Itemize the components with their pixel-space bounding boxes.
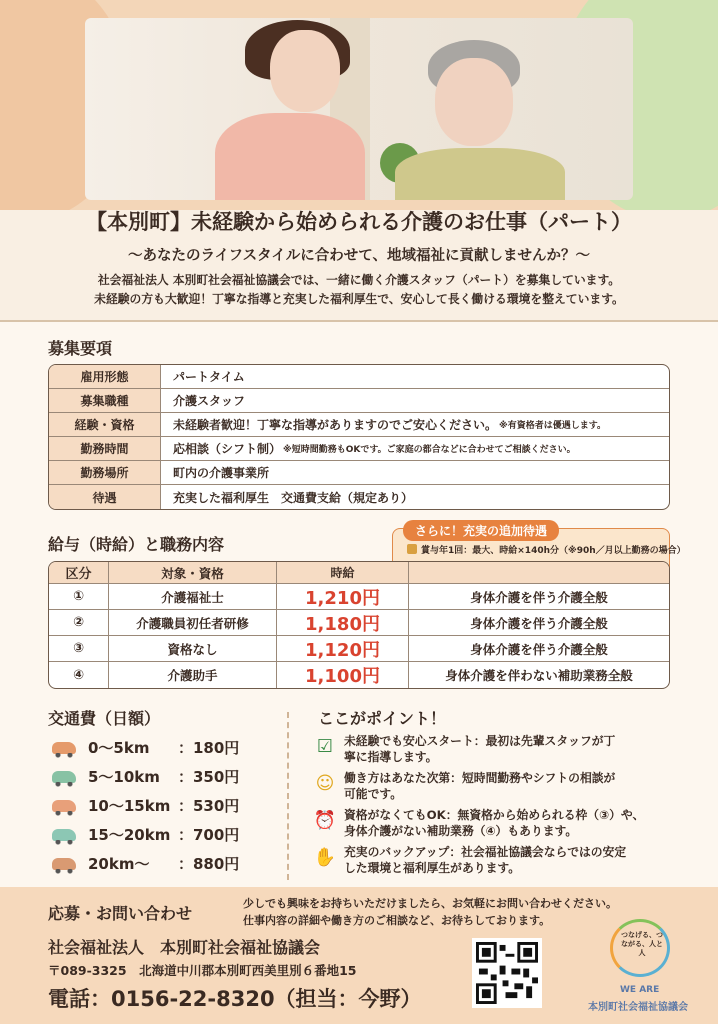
point-text (344, 807, 644, 839)
row-label: 勤務時間 (49, 437, 161, 460)
apply-line: 仕事内容の詳細や働き方のご相談など、お待ちしております。 (243, 914, 551, 927)
extra-benefits-badge: さらに！充実の追加待遇 (403, 520, 559, 541)
row-value-text: 介護スタッフ (173, 394, 246, 408)
row-label: 雇用形態 (49, 365, 161, 388)
transport-heading: 交通費（日額） (48, 709, 161, 728)
point-line: 充実のバックアップ：社会福祉協議会ならではの安定 (344, 845, 627, 859)
table-row (49, 485, 669, 509)
row-note: ※有資格者は優遇します。 (499, 421, 607, 431)
transport-list (52, 733, 272, 878)
point-line: 可能です。 (344, 787, 403, 801)
checkbox-icon: ☑ (316, 735, 334, 757)
point-text (344, 770, 615, 802)
row-duty: 身体介護を伴う介護全般 (470, 589, 608, 605)
car-icon (52, 800, 76, 812)
organization-logo (590, 913, 708, 1017)
money-bag-icon (407, 544, 417, 554)
row-number: ③ (49, 636, 109, 661)
distance: 15～20km (88, 826, 171, 844)
row-value (161, 365, 245, 388)
page-subtitle: ～あなたのライフスタイルに合わせて、地域福祉に貢献しませんか？～ (128, 248, 590, 264)
distance: 5～10km (88, 768, 160, 786)
distance: 10～15km (88, 797, 171, 815)
intro-line: 社会福祉法人 本別町社会福祉協議会では、一緒に働く介護スタッフ（パート）を募集しています。 (97, 273, 621, 287)
row-label: 経験・資格 (49, 413, 161, 436)
header-cell (409, 562, 669, 583)
amount: ：350円 (178, 768, 240, 786)
row-duty: 身体介護を伴わない補助業務全般 (445, 668, 633, 683)
apply-heading: 応募・お問い合わせ (48, 904, 193, 923)
point-line: 身体介護がない補助業務（④）もあります。 (344, 824, 578, 838)
row-note: ※短時間勤務もOKです。ご家庭の都合などに合わせてご相談ください。 (283, 445, 576, 455)
distance: 0～5km (88, 739, 150, 757)
row-target: 介護助手 (109, 662, 277, 688)
table-row (49, 610, 669, 636)
row-duty: 身体介護を伴う介護全般 (470, 615, 608, 631)
table-row (49, 437, 669, 461)
logo-tagline: つなげる、つながる、人と人 (621, 931, 663, 957)
alarm-clock-icon: ⏰ (313, 809, 337, 831)
car-icon (52, 742, 76, 754)
table-row (49, 662, 669, 688)
hero-photo (85, 18, 633, 200)
apply-text (243, 895, 617, 929)
list-item (52, 849, 272, 878)
distance: 20km～ (88, 855, 150, 873)
header-cell: 時給 (277, 562, 409, 583)
car-icon (52, 858, 76, 870)
list-item (52, 791, 272, 820)
row-target: 介護職員初任者研修 (109, 610, 277, 635)
qr-code-icon (476, 942, 538, 1004)
list-item (52, 820, 272, 849)
car-icon (52, 829, 76, 841)
row-number: ② (49, 610, 109, 635)
row-value (161, 437, 576, 460)
requirements-table (48, 364, 670, 510)
intro-line: 未経験の方も大歓迎！丁寧な指導と充実した福利厚生で、安心して長く働ける環境を整えています。 (94, 292, 624, 306)
table-row (49, 636, 669, 662)
list-item (52, 733, 272, 762)
header-cell: 区分 (49, 562, 109, 583)
point-text (344, 844, 626, 876)
address: 〒089-3325 北海道中川郡本別町西美里別６番地15 (48, 963, 357, 978)
photo-caregiver-face (270, 30, 340, 112)
intro-text (0, 271, 718, 309)
point-text (344, 733, 615, 765)
row-number: ④ (49, 662, 109, 688)
extra-bonus-text: 賞与年1回：最大、時給×140h分（※90h／月以上勤務の場合） (421, 546, 686, 556)
amount: ：180円 (178, 739, 240, 757)
row-value (161, 413, 606, 436)
row-wage: 1,210円 (277, 584, 409, 609)
row-wage: 1,120円 (277, 636, 409, 661)
smiley-icon: ☺ (315, 772, 335, 794)
photo-caregiver-body (215, 113, 365, 200)
point-line: 働き方はあなた次第：短時間勤務やシフトの相談が (344, 771, 616, 785)
point-line: した環境と福利厚生があります。 (344, 861, 521, 875)
row-wage: 1,180円 (277, 610, 409, 635)
table-header (49, 562, 669, 584)
row-target: 資格なし (109, 636, 277, 661)
row-wage: 1,100円 (277, 662, 409, 688)
list-item (52, 762, 272, 791)
page-title: 【本別町】未経験から始められる介護のお仕事（パート） (86, 210, 632, 234)
amount: ：880円 (178, 855, 240, 873)
list-item (312, 770, 682, 802)
requirements-heading: 募集要項 (48, 339, 113, 358)
section-divider (287, 712, 289, 880)
pay-heading: 給与（時給）と職務内容 (48, 535, 225, 554)
points-heading: ここがポイント！ (318, 709, 447, 728)
header-cell: 対象・資格 (109, 562, 277, 583)
amount: ：700円 (178, 826, 240, 844)
apply-line: 少しでも興味をお持ちいただけましたら、お気軽にお問い合わせください。 (243, 897, 617, 910)
table-row (49, 413, 669, 437)
contact-footer (0, 887, 718, 1024)
row-duty: 身体介護を伴う介護全般 (470, 641, 608, 657)
hero-banner (0, 0, 718, 210)
organization-name: 社会福祉法人 本別町社会福祉協議会 (48, 938, 321, 957)
row-value-text: 町内の介護事業所 (173, 466, 270, 480)
list-item (312, 844, 682, 876)
table-row (49, 389, 669, 413)
row-target: 介護福祉士 (109, 584, 277, 609)
car-icon (52, 771, 76, 783)
logo-name: 本別町社会福祉協議会 (588, 1002, 688, 1013)
extra-bonus-line (407, 543, 686, 556)
row-value (161, 485, 413, 509)
photo-elder-body (395, 148, 565, 200)
phone-number: 電話：0156-22-8320（担当：今野） (48, 987, 422, 1011)
point-line: 未経験でも安心スタート：最初は先輩スタッフが丁 (344, 734, 616, 748)
photo-elder-face (435, 58, 513, 146)
row-value-text: 未経験者歓迎！丁寧な指導がありますのでご安心ください。 (173, 418, 498, 432)
pay-table (48, 561, 670, 689)
row-value-text: 充実した福利厚生 交通費支給（規定あり） (173, 490, 414, 505)
points-list (312, 733, 682, 881)
point-line: 寧に指導します。 (344, 750, 438, 764)
row-value (161, 461, 269, 484)
row-label: 待遇 (49, 485, 161, 509)
qr-code[interactable] (472, 938, 542, 1008)
handshake-icon: ✋ (313, 846, 337, 868)
row-value-text: 応相談（シフト制） (173, 442, 282, 456)
table-row (49, 365, 669, 389)
row-number: ① (49, 584, 109, 609)
list-item (312, 733, 682, 765)
logo-we-are: WE ARE (620, 985, 660, 995)
row-value-text: パートタイム (173, 370, 245, 384)
row-value (161, 389, 245, 412)
table-row (49, 461, 669, 485)
amount: ：530円 (178, 797, 240, 815)
row-label: 勤務場所 (49, 461, 161, 484)
list-item (312, 807, 682, 839)
row-label: 募集職種 (49, 389, 161, 412)
table-row (49, 584, 669, 610)
point-line: 資格がなくてもOK：無資格から始められる枠（③）や、 (344, 808, 645, 822)
